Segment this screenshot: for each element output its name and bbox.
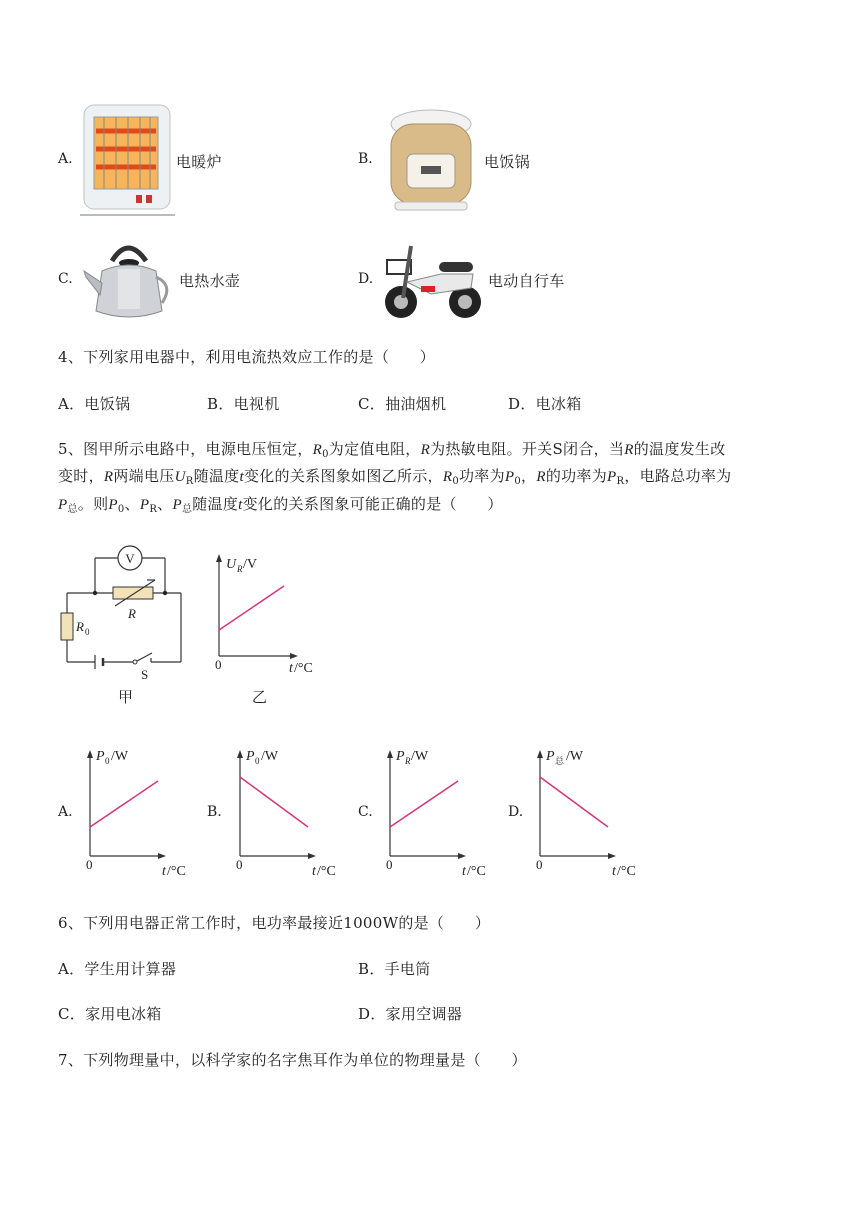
trend-line bbox=[90, 781, 158, 827]
x-axis-arrow bbox=[158, 853, 166, 859]
y-axis-arrow bbox=[387, 750, 393, 758]
y-axis-arrow bbox=[537, 750, 543, 758]
q6-option-b: B．手电筒 bbox=[358, 960, 431, 978]
y-label-unit: /W bbox=[411, 749, 429, 764]
q3-option-a-letter: A. bbox=[58, 151, 73, 167]
trend-line bbox=[540, 777, 608, 827]
voltmeter-label: V bbox=[125, 551, 135, 566]
q3-option-c-letter: C. bbox=[58, 271, 73, 287]
graph-yi-xlabel: t bbox=[289, 661, 293, 676]
q7-stem: 7、下列物理量中，以科学家的名字焦耳作为单位的物理量是（ ） bbox=[58, 1051, 527, 1069]
circuit-caption: 甲 bbox=[118, 688, 134, 706]
q5-stem-line2: 变时，R两端电压$U_R$随温度t变化的关系图象如图乙所示，$R_0$功率为$P_0$，R的功率为$P_R$，电路总功率为 bbox=[58, 467, 732, 487]
y-label-sub: 0 bbox=[255, 756, 260, 766]
q5-stem-line3: $P_总$。则$P_0$、$P_R$、$P_总$随温度t变化的关系图象可能正确的是（ ） bbox=[58, 495, 503, 515]
q4-option-c: C．抽油烟机 bbox=[358, 395, 447, 413]
trend-line bbox=[240, 777, 308, 827]
y-axis-arrow bbox=[237, 750, 243, 758]
ebike-image bbox=[381, 238, 486, 321]
x-axis-arrow bbox=[608, 853, 616, 859]
y-label-sub: 总 bbox=[555, 756, 565, 766]
q6-option-c: C．家用电冰箱 bbox=[58, 1005, 162, 1023]
origin-label: 0 bbox=[236, 857, 243, 872]
q5-option-d-graph bbox=[522, 735, 652, 883]
q5-stem-line1: 5、图甲所示电路中，电源电压恒定，$R_0$为定值电阻，R为热敏电阻。开关S闭合，当R的温度发生改 bbox=[58, 440, 726, 460]
y-label: P bbox=[96, 749, 105, 764]
x-label: t bbox=[612, 864, 616, 879]
q5-option-a-letter: A. bbox=[58, 804, 73, 820]
rice-cooker-image bbox=[385, 106, 478, 214]
q4-option-b: B．电视机 bbox=[207, 395, 280, 413]
y-label: P bbox=[396, 749, 405, 764]
q3-option-b-letter: B. bbox=[358, 151, 373, 167]
fixed-resistor-sub: 0 bbox=[85, 627, 90, 637]
origin-label: 0 bbox=[536, 857, 543, 872]
q5-option-c-letter: C. bbox=[358, 804, 373, 820]
q5-option-d-letter: D. bbox=[508, 804, 524, 820]
x-label: t bbox=[462, 864, 466, 879]
q4-option-a: A．电饭锅 bbox=[58, 395, 131, 413]
q6-option-a: A．学生用计算器 bbox=[58, 960, 177, 978]
q3-option-d-letter: D. bbox=[358, 271, 374, 287]
y-label: P bbox=[546, 749, 555, 764]
q3-option-d-label: 电动自行车 bbox=[488, 272, 565, 290]
graph-yi-ylabel-sub: R bbox=[237, 564, 243, 574]
x-axis-arrow bbox=[308, 853, 316, 859]
y-label-sub: 0 bbox=[105, 756, 110, 766]
kettle-image bbox=[82, 237, 177, 323]
graph-yi-caption: 乙 bbox=[252, 688, 268, 706]
y-label-sub: R bbox=[405, 756, 411, 766]
heater-image bbox=[80, 103, 175, 216]
x-label: t bbox=[162, 864, 166, 879]
q5-option-b-graph bbox=[222, 735, 352, 883]
y-label-unit: /W bbox=[261, 749, 279, 764]
origin-label: 0 bbox=[386, 857, 393, 872]
trend-line bbox=[390, 781, 458, 827]
switch-label: S bbox=[141, 667, 149, 682]
x-axis-arrow bbox=[458, 853, 466, 859]
graph-yi bbox=[200, 548, 330, 678]
q4-stem: 4、下列家用电器中，利用电流热效应工作的是（ ） bbox=[58, 348, 436, 366]
q5-option-c-graph bbox=[372, 735, 502, 883]
x-label: t bbox=[312, 864, 316, 879]
fixed-resistor-label: R bbox=[76, 619, 84, 634]
graph-yi-ylabel-unit: /V bbox=[243, 557, 257, 572]
q6-option-d: D．家用空调器 bbox=[358, 1005, 463, 1023]
x-label-unit: /°C bbox=[317, 864, 336, 879]
x-label-unit: /°C bbox=[167, 864, 186, 879]
q3-option-c-label: 电热水壶 bbox=[179, 272, 241, 290]
x-label-unit: /°C bbox=[617, 864, 636, 879]
q4-option-d: D．电冰箱 bbox=[508, 395, 582, 413]
y-label-unit: /W bbox=[111, 749, 129, 764]
q5-option-b-letter: B. bbox=[207, 804, 222, 820]
q3-option-b-label: 电饭锅 bbox=[484, 153, 530, 171]
y-label-unit: /W bbox=[566, 749, 584, 764]
origin-label: 0 bbox=[86, 857, 93, 872]
x-label-unit: /°C bbox=[467, 864, 486, 879]
y-axis-arrow bbox=[87, 750, 93, 758]
circuit-diagram bbox=[55, 540, 195, 710]
y-label: P bbox=[246, 749, 255, 764]
graph-yi-line bbox=[219, 586, 284, 630]
graph-yi-ylabel: U bbox=[226, 557, 237, 572]
q3-option-a-label: 电暖炉 bbox=[176, 153, 222, 171]
graph-yi-xlabel-unit: /°C bbox=[294, 661, 313, 676]
q5-option-a-graph bbox=[72, 735, 202, 883]
thermistor-label: R bbox=[128, 606, 136, 621]
graph-yi-origin: 0 bbox=[215, 657, 222, 672]
q6-stem: 6、下列用电器正常工作时，电功率最接近1000W的是（ ） bbox=[58, 914, 491, 932]
